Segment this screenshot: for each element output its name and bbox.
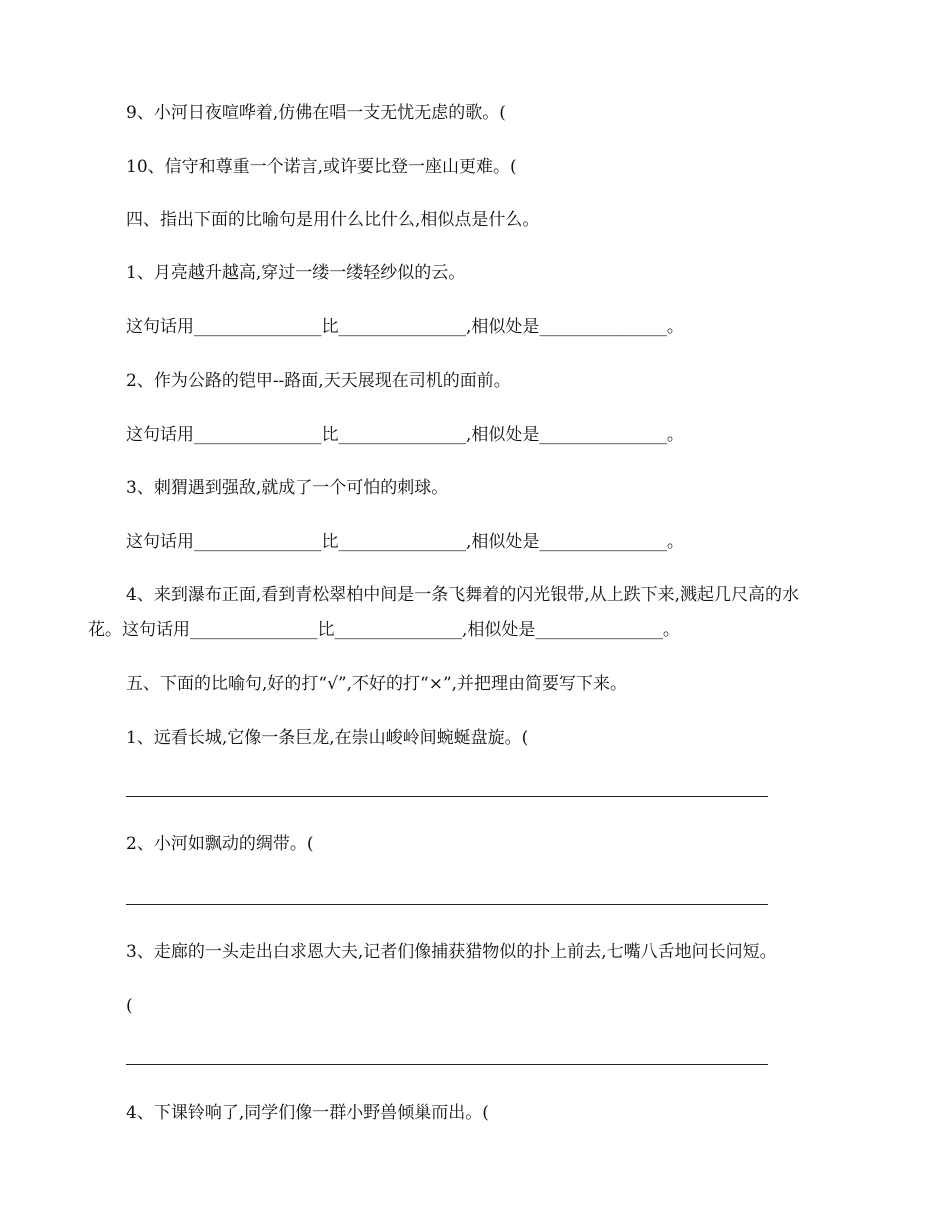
judge-sentence-1: 1、远看长城,它像一条巨龙,在崇山峻岭间蜿蜒盘旋。( [126, 728, 529, 748]
answer-line-1: 这句话用_______________比_______________,相似处是_______________。 [126, 317, 684, 337]
section-five-heading: 五、下面的比喻句,好的打“√”,不好的打“×”,并把理由简要写下来。 [126, 674, 628, 694]
writing-line-3 [126, 1064, 768, 1065]
simile-sentence-4: 4、来到瀑布正面,看到青松翠柏中间是一条飞舞着的闪光银带,从上跌下来,溅起几尺高的水 [126, 585, 800, 605]
writing-line-1 [126, 796, 768, 797]
judge-sentence-4: 4、下课铃响了,同学们像一群小野兽倾巢而出。( [126, 1103, 489, 1123]
simile-sentence-3: 3、刺猬遇到强敌,就成了一个可怕的刺球。 [126, 478, 449, 498]
answer-line-3: 这句话用_______________比_______________,相似处是_______________。 [126, 532, 684, 552]
section-four-heading: 四、指出下面的比喻句是用什么比什么,相似点是什么。 [126, 210, 540, 230]
judge-sentence-2: 2、小河如飘动的绸带。( [126, 834, 314, 854]
judge-bracket-3: ( [126, 996, 133, 1016]
writing-line-2 [126, 904, 768, 905]
question-9: 9、小河日夜喧哗着,仿佛在唱一支无忧无虑的歌。( [126, 103, 506, 123]
simile-sentence-1: 1、月亮越升越高,穿过一缕一缕轻纱似的云。 [126, 263, 466, 283]
answer-line-2: 这句话用_______________比_______________,相似处是_______________。 [126, 425, 684, 445]
simile-sentence-2: 2、作为公路的铠甲--路面,天天展现在司机的面前。 [126, 371, 511, 391]
judge-sentence-3: 3、走廊的一头走出白求恩大夫,记者们像捕获猎物似的扑上前去,七嘴八舌地问长问短。 [126, 942, 777, 962]
question-10: 10、信守和尊重一个诺言,或许要比登一座山更难。( [126, 157, 517, 177]
answer-line-4: 花。这句话用_______________比_______________,相似处是_______________。 [88, 620, 680, 640]
